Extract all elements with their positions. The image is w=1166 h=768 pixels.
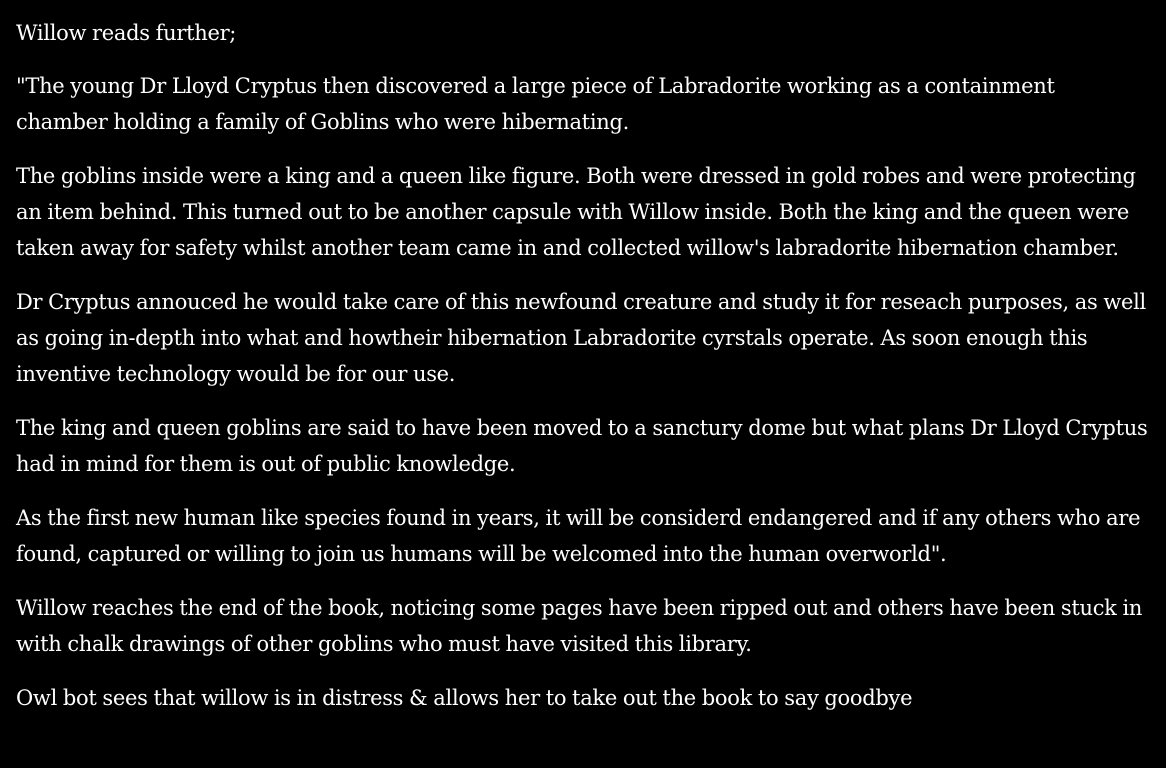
story-paragraph: The goblins inside were a king and a queen like figure. Both were dressed in gold robes and were protecting an item behind. This turned out to be another capsule with Willow inside. Both the king and the queen were taken away for safety whilst another team came in and collected willow's labradorite hibernation chamber. bbox=[16, 164, 1136, 260]
story-paragraph: The king and queen goblins are said to have been moved to a sanctury dome but what plans Dr Lloyd Cryptus had in mind for them is out of public knowledge. bbox=[16, 416, 1148, 476]
story-paragraph: As the first new human like species found in years, it will be considerd endangered and if any others who are found, captured or willing to join us humans will be welcomed into the human overworld". bbox=[16, 506, 1141, 566]
story-paragraph: Owl bot sees that willow is in distress & allows her to take out the book to say goodbye bbox=[16, 686, 913, 710]
story-paragraph: Willow reaches the end of the book, noticing some pages have been ripped out and others have been stuck in with chalk drawings of other goblins who must have visited this library. bbox=[16, 596, 1143, 656]
story-paragraph: Willow reads further; bbox=[16, 21, 237, 45]
story-paragraph: "The young Dr Lloyd Cryptus then discovered a large piece of Labradorite working as a containment chamber holding a family of Goblins who were hibernating. bbox=[16, 74, 1055, 134]
story-paragraph: Dr Cryptus annouced he would take care of this newfound creature and study it for reseach purposes, as well as going in-depth into what and howtheir hibernation Labradorite cyrstals operate. As soon enough this inventive technology would be for our use. bbox=[16, 290, 1146, 386]
